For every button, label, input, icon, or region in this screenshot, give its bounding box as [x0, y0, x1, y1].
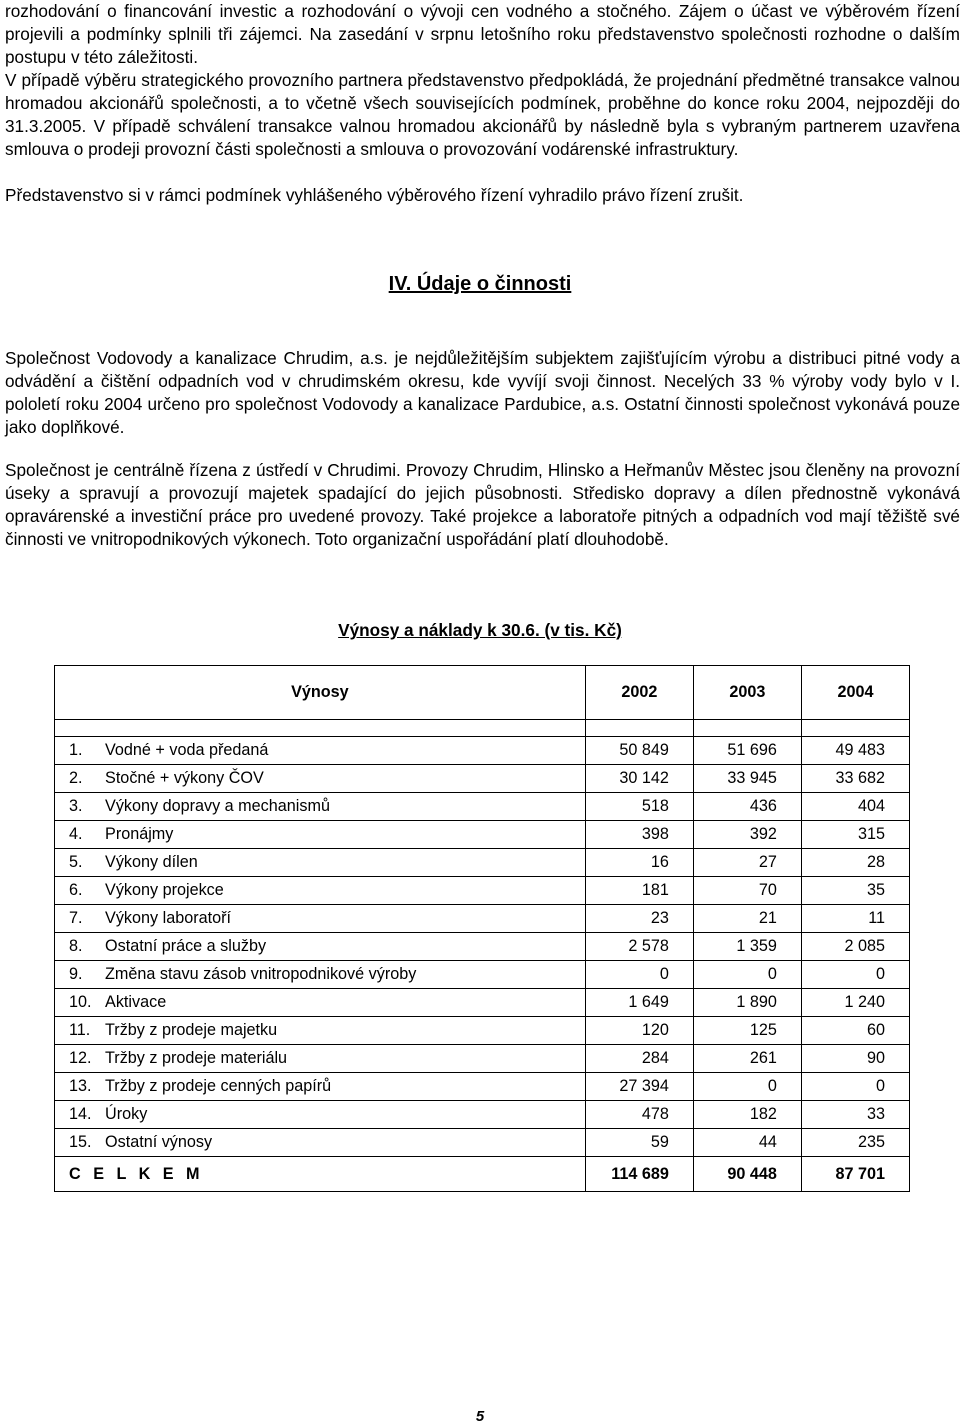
row-label: Vodné + voda předaná [99, 737, 585, 765]
row-label: Pronájmy [99, 821, 585, 849]
row-value: 90 [801, 1045, 909, 1073]
row-label: Tržby z prodeje majetku [99, 1017, 585, 1045]
row-value: 181 [585, 877, 693, 905]
row-index: 4. [55, 821, 100, 849]
total-value: 114 689 [585, 1157, 693, 1192]
table-total-row [55, 1157, 910, 1192]
row-value: 1 890 [693, 989, 801, 1017]
row-value: 0 [585, 961, 693, 989]
row-value: 261 [693, 1045, 801, 1073]
row-index: 3. [55, 793, 100, 821]
row-value: 21 [693, 905, 801, 933]
row-value: 2 578 [585, 933, 693, 961]
row-value: 11 [801, 905, 909, 933]
row-value: 1 649 [585, 989, 693, 1017]
row-label: Výkony dílen [99, 849, 585, 877]
row-value: 182 [693, 1101, 801, 1129]
row-value: 35 [801, 877, 909, 905]
row-value: 315 [801, 821, 909, 849]
row-value: 33 [801, 1101, 909, 1129]
row-index: 2. [55, 765, 100, 793]
row-index: 6. [55, 877, 100, 905]
row-label: Výkony dopravy a mechanismů [99, 793, 585, 821]
column-header-revenue: Výnosy [55, 666, 586, 720]
table-heading: Výnosy a náklady k 30.6. (v tis. Kč) [338, 620, 622, 640]
row-value: 284 [585, 1045, 693, 1073]
column-header-year: 2002 [585, 666, 693, 720]
row-value: 0 [693, 961, 801, 989]
row-index: 10. [55, 989, 100, 1017]
row-value: 16 [585, 849, 693, 877]
row-value: 0 [801, 1073, 909, 1101]
row-value: 235 [801, 1129, 909, 1157]
row-value: 27 [693, 849, 801, 877]
paragraph-company-activity: Společnost Vodovody a kanalizace Chrudim, a.s. je nejdůležitějším subjektem zajišťujícím výrobu a distribuci pitné vody a odvádění a čištění odpadních vod v chrudimském okresu, kde vyvíjí svoji činnost. Necelých 33 % výroby vody bylo v I. pololetí roku 2004 určeno pro společnost Vodovody a kanalizace Pardubice, a.s. Ostatní činnosti společnost vykonává pouze jako doplňkové. [5, 348, 960, 437]
row-index: 15. [55, 1129, 100, 1157]
row-value: 125 [693, 1017, 801, 1045]
table-header-row [55, 666, 910, 720]
row-index: 5. [55, 849, 100, 877]
total-value: 90 448 [693, 1157, 801, 1192]
paragraph-cancellation-right: Představenstvo si v rámci podmínek vyhlášeného výběrového řízení vyhradilo právo řízení zrušit. [5, 185, 744, 205]
row-index: 7. [55, 905, 100, 933]
row-value: 0 [693, 1073, 801, 1101]
row-value: 27 394 [585, 1073, 693, 1101]
row-label: Ostatní výnosy [99, 1129, 585, 1157]
table-row [55, 793, 910, 821]
row-value: 404 [801, 793, 909, 821]
table-row [55, 1101, 910, 1129]
row-value: 30 142 [585, 765, 693, 793]
row-value: 1 359 [693, 933, 801, 961]
row-index: 11. [55, 1017, 100, 1045]
table-row [55, 1017, 910, 1045]
row-value: 51 696 [693, 737, 801, 765]
row-label: Tržby z prodeje cenných papírů [99, 1073, 585, 1101]
table-row [55, 737, 910, 765]
row-value: 33 945 [693, 765, 801, 793]
row-label: Změna stavu zásob vnitropodnikové výroby [99, 961, 585, 989]
row-value: 59 [585, 1129, 693, 1157]
row-value: 28 [801, 849, 909, 877]
table-row [55, 933, 910, 961]
row-index: 13. [55, 1073, 100, 1101]
table-row [55, 849, 910, 877]
page-number: 5 [475, 1408, 485, 1425]
row-value: 33 682 [801, 765, 909, 793]
section-heading: IV. Údaje o činnosti [388, 273, 572, 295]
row-label: Aktivace [99, 989, 585, 1017]
row-label: Výkony projekce [99, 877, 585, 905]
table-spacer-row [55, 720, 910, 737]
row-index: 12. [55, 1045, 100, 1073]
row-value: 392 [693, 821, 801, 849]
row-label: Úroky [99, 1101, 585, 1129]
row-index: 8. [55, 933, 100, 961]
row-value: 49 483 [801, 737, 909, 765]
table-row [55, 877, 910, 905]
paragraph-tender-decision: rozhodování o financování investic a rozhodování o vývoji cen vodného a stočného. Zájem o účast ve výběrovém řízení projevili a podmínky splnili tři zájemci. Na zasedání v srpnu letošního roku představenstvo společnosti rozhodne o dalším postupu v této záležitosti. [5, 1, 960, 67]
table-row [55, 961, 910, 989]
row-value: 398 [585, 821, 693, 849]
row-value: 60 [801, 1017, 909, 1045]
row-index: 9. [55, 961, 100, 989]
paragraph-organization: Společnost je centrálně řízena z ústředí v Chrudimi. Provozy Chrudim, Hlinsko a Heřmanův Městec jsou členěny na provozní úseky a spravují a provozují majetek spadající do jejich působnosti. Středisko dopravy a dílen přednostně vykonává opravárenské a investiční práce pro uvedené provozy. Také projekce a laboratoře pitných a odpadních vod mají těžiště své činnosti ve vnitropodnikových výkonech. Toto organizační uspořádání platí dlouhodobě. [5, 460, 960, 549]
row-label: Ostatní práce a služby [99, 933, 585, 961]
row-value: 2 085 [801, 933, 909, 961]
row-label: Tržby z prodeje materiálu [99, 1045, 585, 1073]
total-label: C E L K E M [55, 1157, 586, 1192]
row-value: 478 [585, 1101, 693, 1129]
row-label: Stočné + výkony ČOV [99, 765, 585, 793]
row-value: 518 [585, 793, 693, 821]
row-value: 120 [585, 1017, 693, 1045]
row-value: 0 [801, 961, 909, 989]
row-value: 436 [693, 793, 801, 821]
table-row [55, 821, 910, 849]
row-value: 1 240 [801, 989, 909, 1017]
row-value: 44 [693, 1129, 801, 1157]
table-row [55, 1045, 910, 1073]
total-value: 87 701 [801, 1157, 909, 1192]
table-row [55, 765, 910, 793]
table-row [55, 1129, 910, 1157]
row-index: 14. [55, 1101, 100, 1129]
table-row [55, 905, 910, 933]
row-value: 23 [585, 905, 693, 933]
row-label: Výkony laboratoří [99, 905, 585, 933]
column-header-year: 2003 [693, 666, 801, 720]
revenue-table [54, 665, 910, 1192]
table-row [55, 1073, 910, 1101]
paragraph-strategic-partner: V případě výběru strategického provozního partnera představenstvo předpokládá, že projednání předmětné transakce valnou hromadou akcionářů společnosti, a to včetně všech souvisejících podmínek, proběhne do konce roku 2004, nejpozději do 31.3.2005. V případě schválení transakce valnou hromadou akcionářů by následně byla s vybraným partnerem uzavřena smlouva o prodeji provozní části společnosti a smlouva o provozování vodárenské infrastruktury. [5, 70, 960, 159]
table-row [55, 989, 910, 1017]
column-header-year: 2004 [801, 666, 909, 720]
row-value: 70 [693, 877, 801, 905]
row-value: 50 849 [585, 737, 693, 765]
row-index: 1. [55, 737, 100, 765]
